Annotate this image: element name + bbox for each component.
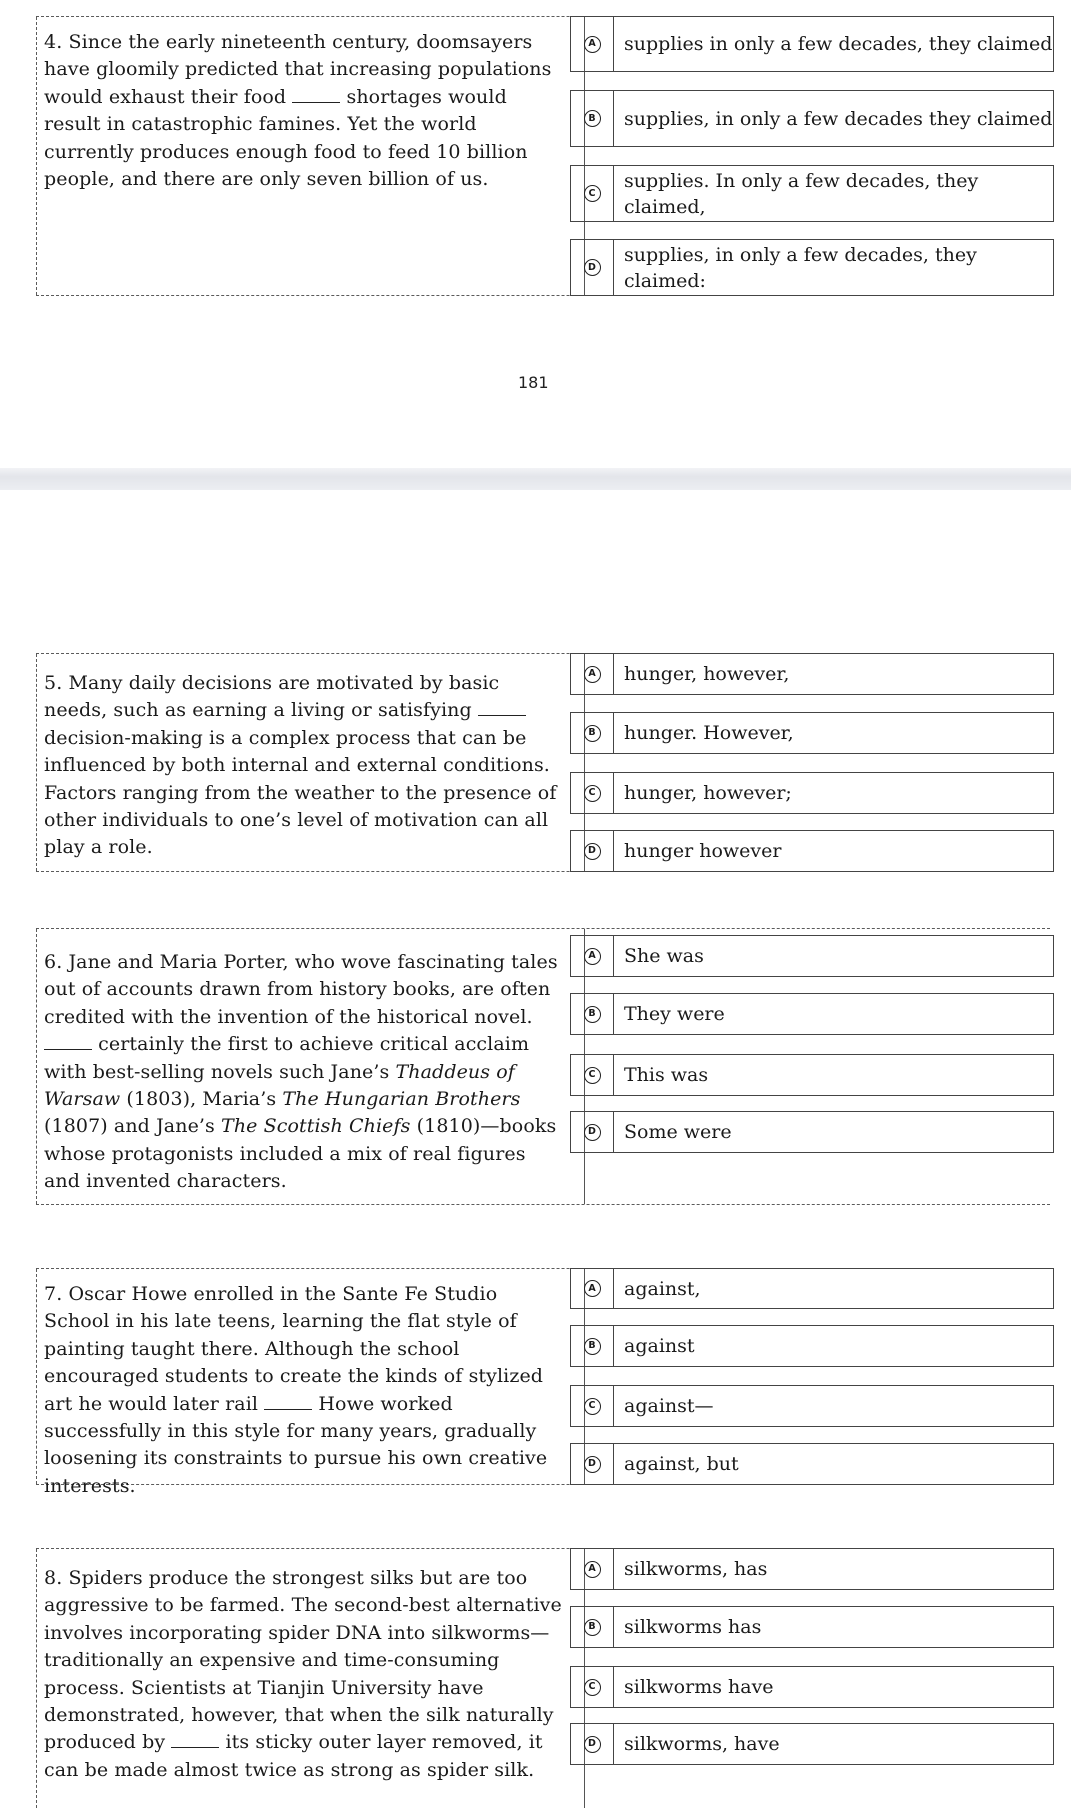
question-text — [44, 670, 564, 862]
option-text: against— — [624, 1395, 714, 1417]
option-b[interactable] — [570, 712, 1054, 754]
page-gap — [0, 468, 1071, 490]
option-a[interactable] — [570, 935, 1054, 977]
question-number: 7. — [44, 1283, 63, 1305]
option-text: hunger, however, — [624, 663, 790, 685]
option-letter-icon: D — [584, 1736, 601, 1753]
question-text-after: decision-making is a complex process that can be influenced by both internal and external conditions. Factors ranging from the weather to the presence of other individuals to one’s level of motivation can all play a role. — [44, 726, 557, 859]
option-d[interactable] — [570, 239, 1054, 296]
option-d[interactable] — [570, 1723, 1054, 1765]
question-text — [44, 1281, 564, 1500]
question-text-before: Oscar Howe enrolled in the Sante Fe Studio School in his late teens, learning the flat style of painting taught there. Although the school encouraged students to create the kinds of stylized art he would later rail — [44, 1283, 544, 1415]
option-text: supplies in only a few decades, they claimed — [624, 33, 1053, 55]
page-number: 181 — [518, 373, 549, 392]
option-text: Some were — [624, 1121, 732, 1143]
option-a[interactable] — [570, 16, 1054, 72]
option-c[interactable] — [570, 1054, 1054, 1096]
question-number: 4. — [44, 31, 63, 53]
option-text: This was — [624, 1064, 709, 1086]
question-number: 6. — [44, 951, 63, 973]
option-text: silkworms, has — [624, 1558, 768, 1580]
option-letter-icon: A — [584, 666, 601, 683]
option-letter-icon: D — [584, 259, 601, 276]
option-text: hunger, however; — [624, 782, 792, 804]
option-text: She was — [624, 945, 704, 967]
option-letter-icon: A — [584, 948, 601, 965]
question-text — [44, 949, 564, 1196]
option-letter-icon: C — [584, 1067, 601, 1084]
option-b[interactable] — [570, 993, 1054, 1035]
option-letter-icon: B — [584, 725, 601, 742]
question-text-before: Jane and Maria Porter, who wove fascinating tales out of accounts drawn from history books, are often credited with the invention of the historical novel. — [44, 951, 558, 1028]
option-d[interactable] — [570, 830, 1054, 872]
option-text: silkworms has — [624, 1616, 762, 1638]
option-letter-icon: B — [584, 1619, 601, 1636]
option-c[interactable] — [570, 772, 1054, 814]
book-title: Thaddeus of Warsaw — [44, 1060, 515, 1111]
option-text: supplies, in only a few decades, they claimed: — [624, 243, 977, 292]
question-number: 5. — [44, 672, 63, 694]
option-text: They were — [624, 1003, 725, 1025]
book-title: The Scottish Chiefs — [221, 1115, 411, 1138]
option-letter-icon: A — [584, 1280, 601, 1297]
question-text-before: Many daily decisions are motivated by basic needs, such as earning a living or satisfying — [44, 672, 500, 722]
option-letter-icon: D — [584, 1456, 601, 1473]
option-a[interactable] — [570, 653, 1054, 695]
option-b[interactable] — [570, 1325, 1054, 1367]
option-letter-icon: D — [584, 843, 601, 860]
option-letter-icon: C — [584, 785, 601, 802]
question-text-after: its sticky outer layer removed, it can be made almost twice as strong as spider silk. — [44, 1731, 543, 1781]
option-letter-icon: A — [584, 1561, 601, 1578]
option-text: against, but — [624, 1453, 739, 1475]
question-text — [44, 29, 564, 193]
option-b[interactable] — [570, 90, 1054, 147]
question-text-mid: (1807) and Jane’s — [44, 1115, 215, 1138]
question-text-mid: certainly the first to achieve critical acclaim with best-selling novels such Jane’s — [44, 1033, 530, 1083]
option-c[interactable] — [570, 165, 1054, 222]
question-text-before: Spiders produce the strongest silks but are too aggressive to be farmed. The second-best alternative involves incorporating spider DNA into silkworms—traditionally an expensive and time-consuming process. Scientists at Tianjin University have demonstrated, however, that when the silk naturally produced by — [44, 1567, 562, 1754]
option-c[interactable] — [570, 1385, 1054, 1427]
option-letter-icon: B — [584, 1006, 601, 1023]
option-letter-icon: D — [584, 1124, 601, 1141]
question-number: 8. — [44, 1567, 63, 1589]
option-letter-icon: B — [584, 1338, 601, 1355]
question-text-before: Since the early nineteenth century, doomsayers have gloomily predicted that increasing populations would exhaust their food — [44, 31, 552, 108]
option-d[interactable] — [570, 1443, 1054, 1485]
option-a[interactable] — [570, 1548, 1054, 1590]
option-text: silkworms, have — [624, 1733, 780, 1755]
option-text: silkworms have — [624, 1676, 774, 1698]
answer-blank — [264, 1395, 312, 1410]
option-b[interactable] — [570, 1606, 1054, 1648]
answer-blank — [478, 701, 526, 716]
option-c[interactable] — [570, 1666, 1054, 1708]
book-title: The Hungarian Brothers — [282, 1088, 521, 1111]
option-letter-icon: C — [584, 185, 601, 202]
option-d[interactable] — [570, 1111, 1054, 1153]
option-text: supplies. In only a few decades, they claimed, — [624, 169, 979, 218]
option-letter-icon: B — [584, 110, 601, 127]
question-text-after: Howe worked successfully in this style for many years, gradually loosening its constraints to pursue his own creative interests. — [44, 1392, 548, 1497]
option-a[interactable] — [570, 1268, 1054, 1309]
answer-blank — [44, 1035, 92, 1050]
option-letter-icon: C — [584, 1398, 601, 1415]
option-text: supplies, in only a few decades they claimed — [624, 107, 1053, 130]
question-text-after: shortages would result in catastrophic famines. Yet the world currently produces enough food to feed 10 billion people, and there are only seven billion of us. — [44, 85, 528, 191]
option-text: against, — [624, 1277, 701, 1300]
question-text — [44, 1565, 564, 1784]
question-text-after: (1810)—books whose protagonists included a mix of real figures and invented characters. — [44, 1115, 557, 1193]
option-letter-icon: C — [584, 1679, 601, 1696]
question-text-mid: (1803), Maria’s — [126, 1088, 277, 1111]
option-letter-icon: A — [584, 36, 601, 53]
answer-blank — [292, 88, 340, 103]
option-text: hunger. However, — [624, 722, 794, 744]
answer-blank — [171, 1733, 219, 1748]
option-text: against — [624, 1335, 695, 1357]
option-text: hunger however — [624, 840, 782, 862]
